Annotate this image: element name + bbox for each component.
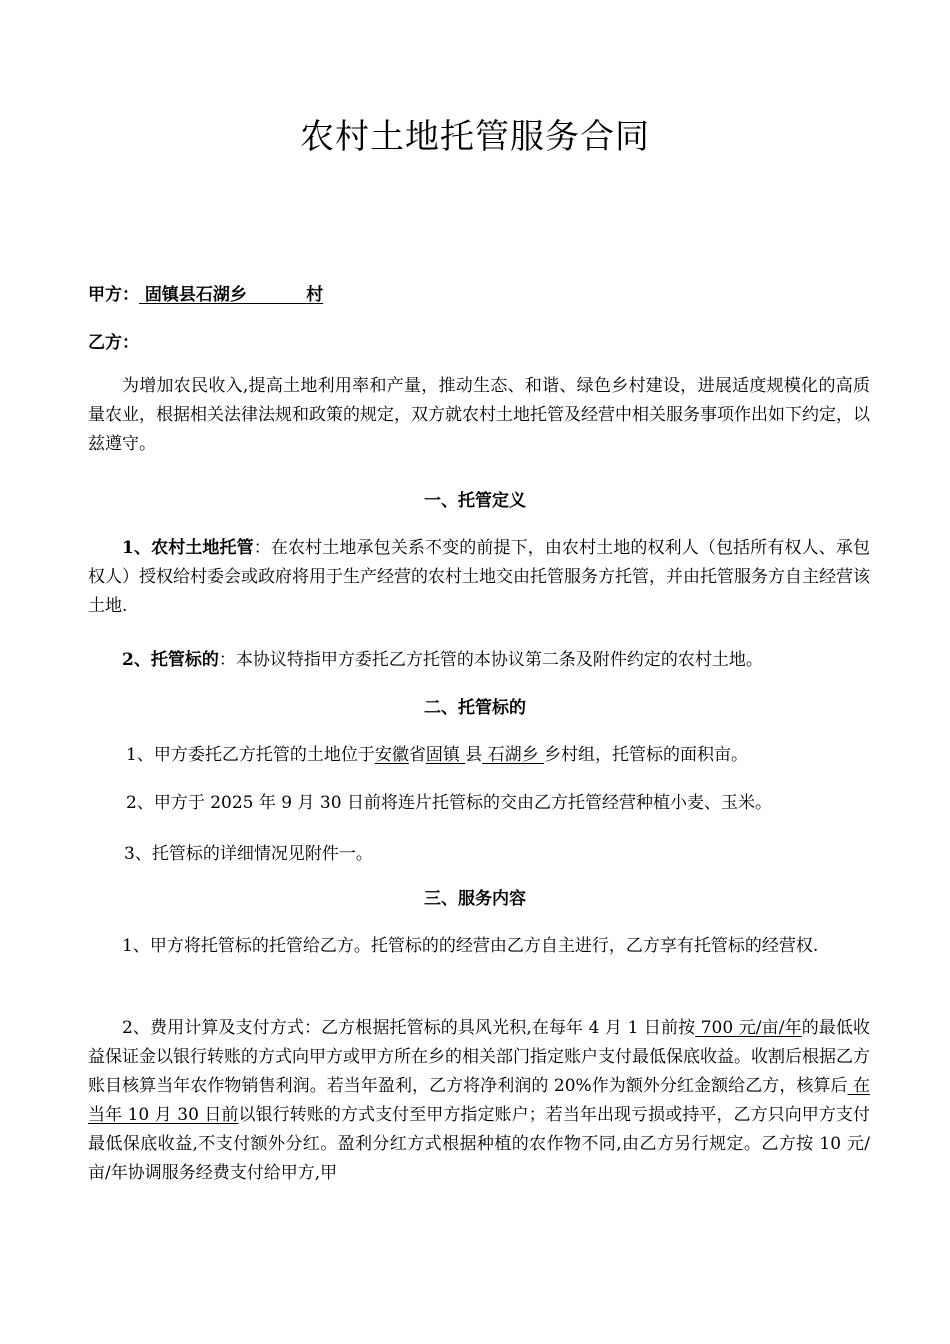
section1-item1 <box>88 534 870 621</box>
party-a-label: 甲方： <box>88 285 139 305</box>
section3-item2-part-a: 2、费用计算及支付方式：乙方根据托管标的具风光积,在每年 4 月 1 日前按 <box>122 1018 696 1038</box>
party-a-value-post: 村 <box>306 285 324 305</box>
section2-item3: 3、托管标的详细情况见附件一。 <box>124 844 373 864</box>
party-a-value-pre: 固镇县石湖乡 <box>139 285 247 305</box>
party-a-value <box>139 285 323 305</box>
section1-item2-text: ：本协议特指甲方委托乙方托管的本协议第二条及附件约定的农村土地。 <box>218 650 763 670</box>
section3-item1: 1、甲方将托管标的托管给乙方。托管标的的经营由乙方自主进行，乙方享有托管标的经营权. <box>122 936 819 956</box>
section2-item1 <box>88 741 870 770</box>
section1-heading: 一、托管定义 <box>424 491 526 511</box>
section2-item1-pre: 1、甲方委托乙方托管的土地位于 <box>126 745 375 765</box>
fee-rate: 700 元/亩/年 <box>695 1018 802 1038</box>
section1-item2-term: 2、托管标的 <box>122 650 219 670</box>
location-province: 安徽 <box>374 745 409 765</box>
section3-item2 <box>88 1014 870 1188</box>
location-county: 固镇 <box>425 745 466 765</box>
section2-heading: 二、托管标的 <box>424 698 526 718</box>
section1-item1-term: 1、农村土地托管 <box>122 538 254 558</box>
section3-item2-part-c: 以银行转账的方式支付至甲方指定账户；若当年出现亏损或持平，乙方只向甲方支付最低保底收益,不支付额外分红。盈利分红方式根据种植的农作物不同,由乙方另行规定。乙方按 10 元/亩/年协调服务经费支付给甲方,甲 <box>88 1105 871 1183</box>
section3-heading: 三、服务内容 <box>424 889 526 909</box>
location-town: 石湖乡 <box>482 745 545 765</box>
intro-paragraph: 为增加农民收入,提高土地利用率和产量，推动生态、和谐、绿色乡村建设，进展适度规模化的高质量农业，根据相关法律法规和政策的规定，双方就农村土地托管及经营中相关服务事项作出如下约定，以兹遵守。 <box>88 376 870 454</box>
section1-item1-text: ：在农村土地承包关系不变的前提下，由农村土地的权利人（包括所有权人、承包权人）授权给村委会或政府将用于生产经营的农村土地交由托管服务方托管，并由托管服务方自主经营该土地. <box>88 538 870 616</box>
party-b-label: 乙方： <box>88 333 139 353</box>
location-county-suffix: 县 <box>465 745 483 765</box>
party-a-value-blank <box>247 285 306 305</box>
payment-deadline: 在当年 10 月 30 日前 <box>88 1076 871 1125</box>
location-province-suffix: 省 <box>408 745 426 765</box>
party-a-line <box>88 282 323 308</box>
section2-item1-post: 乡村组，托管标的面积亩。 <box>544 745 749 765</box>
section3-item2-part-b: 的最低收益保证金以银行转账的方式向甲方或甲方所在乡的相关部门指定账户支付最低保底收益。收割后根据乙方账目核算当年农作物销售利润。若当年盈利，乙方将净利润的 20%作为额外分红金额给乙方，核算后 <box>88 1018 871 1096</box>
document-title: 农村土地托管服务合同 <box>300 117 650 157</box>
section1-item2 <box>88 646 870 675</box>
section2-item2: 2、甲方于 2025 年 9 月 30 日前将连片托管标的交由乙方托管经营种植小麦、玉米。 <box>126 793 772 813</box>
